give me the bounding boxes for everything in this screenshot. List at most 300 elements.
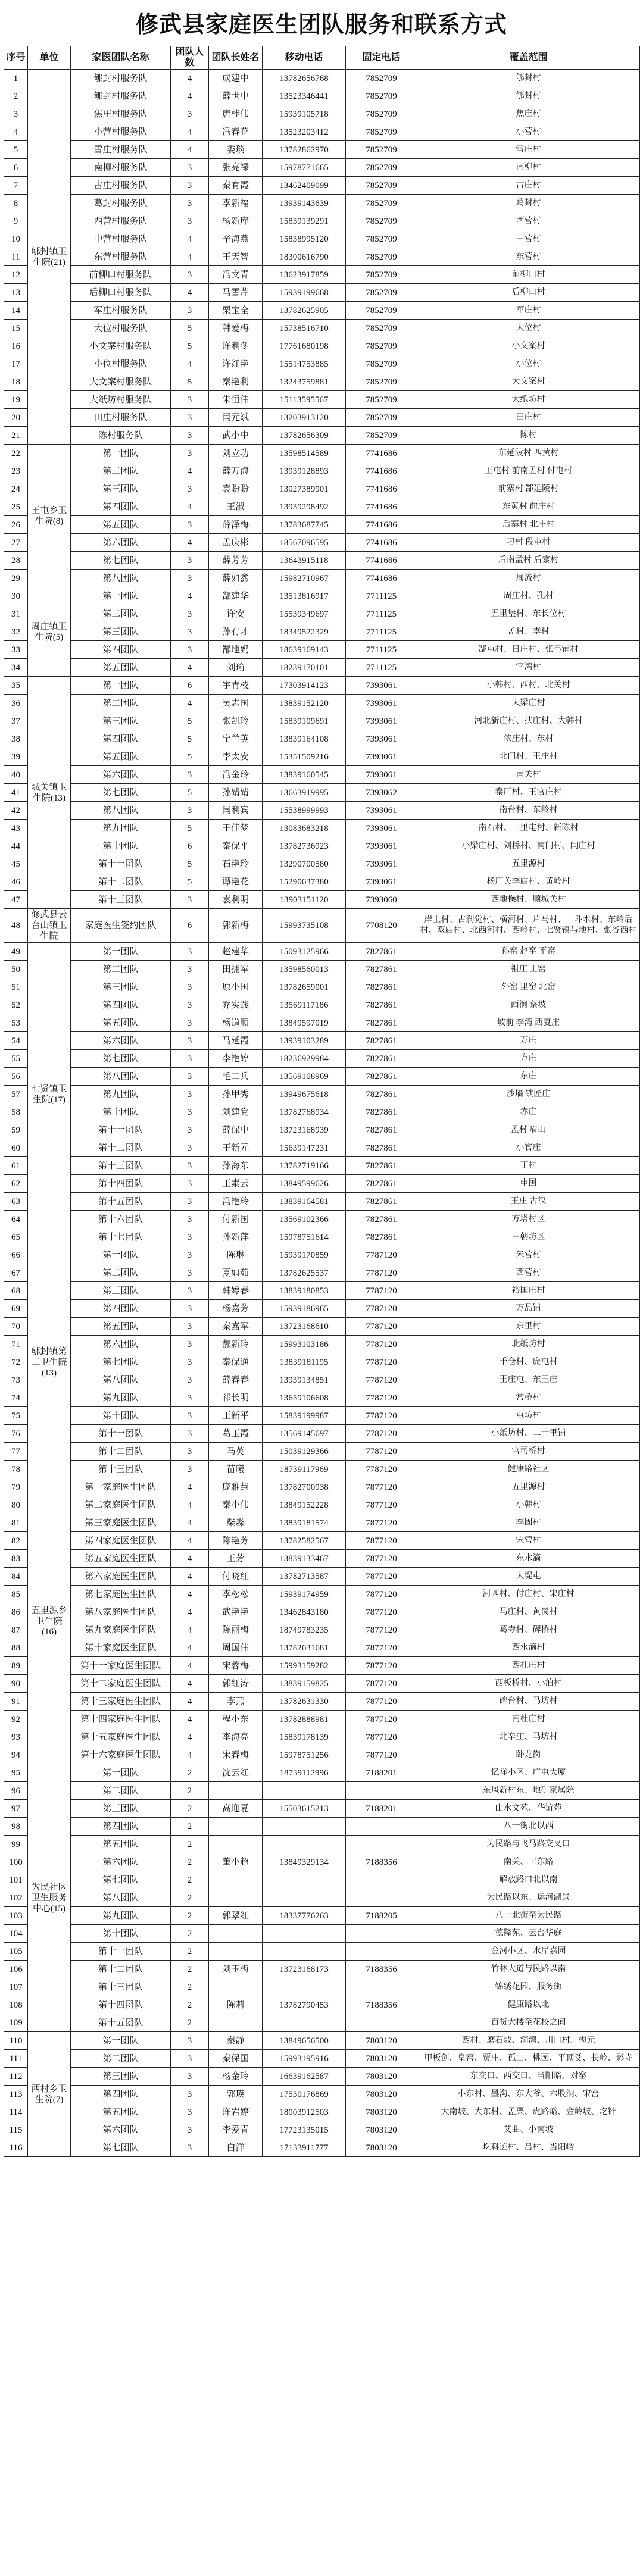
- cell-mobile: 15939199668: [263, 284, 346, 302]
- cell-landline: 7803120: [346, 2139, 417, 2157]
- cell-mobile: 13939143639: [263, 195, 346, 212]
- cell-coverage: 大文案村: [417, 373, 640, 391]
- cell-coverage: 为民路以东、运河湖景: [417, 1889, 640, 1907]
- cell-landline: 7877120: [346, 1568, 417, 1586]
- cell-mobile: 15290637380: [263, 873, 346, 891]
- cell-coverage: 河西村、付庄村、宋庄村: [417, 1586, 640, 1603]
- cell-mobile: 18236929984: [263, 1050, 346, 1068]
- cell-mobile: 15993103186: [263, 1336, 346, 1353]
- cell-mobile: [263, 1978, 346, 1996]
- cell-coverage: 小韩村、西村、北关村: [417, 677, 640, 695]
- cell-coverage: 秦厂村、王官庄村: [417, 784, 640, 802]
- cell-team-size: 5: [171, 373, 209, 391]
- cell-leader: 付晓红: [209, 1568, 263, 1586]
- cell-landline: 7877120: [346, 1496, 417, 1514]
- cell-mobile: 15939174959: [263, 1586, 346, 1603]
- cell-leader: 秦艳利: [209, 373, 263, 391]
- cell-seq: 98: [4, 1818, 28, 1836]
- cell-mobile: 13523203412: [263, 123, 346, 141]
- cell-mobile: [263, 1782, 346, 1800]
- cell-leader: 秦保通: [209, 1353, 263, 1371]
- cell-leader: 谭艳花: [209, 873, 263, 891]
- cell-landline: 7393061: [346, 802, 417, 820]
- cell-landline: 7852709: [346, 230, 417, 248]
- table-row: [4, 961, 640, 978]
- cell-landline: 7393061: [346, 712, 417, 730]
- cell-landline: 7827861: [346, 996, 417, 1014]
- cell-leader: 秦小伟: [209, 1496, 263, 1514]
- cell-coverage: 南杜庄村: [417, 1711, 640, 1728]
- table-row: [4, 1086, 640, 1103]
- cell-team-size: 4: [171, 1478, 209, 1496]
- cell-seq: 23: [4, 462, 28, 480]
- cell-team-size: 3: [171, 961, 209, 978]
- table-row: [4, 1264, 640, 1282]
- cell-landline: 7393061: [346, 820, 417, 837]
- cell-landline: [346, 1871, 417, 1889]
- cell-coverage: 健康路社区: [417, 1461, 640, 1478]
- cell-leader: 田拥军: [209, 961, 263, 978]
- cell-mobile: 13839181574: [263, 1514, 346, 1532]
- cell-team-size: 3: [171, 2139, 209, 2157]
- cell-seq: 45: [4, 855, 28, 873]
- cell-team-name: 古庄村服务队: [71, 177, 171, 195]
- cell-landline: 7852709: [346, 284, 417, 302]
- table-row: [4, 284, 640, 302]
- cell-team-size: 4: [171, 1586, 209, 1603]
- cell-team-size: 3: [171, 2050, 209, 2068]
- cell-landline: 7852709: [346, 373, 417, 391]
- cell-mobile: 15993735108: [263, 909, 346, 943]
- cell-team-size: 2: [171, 1943, 209, 1961]
- cell-seq: 72: [4, 1353, 28, 1371]
- table-row: [4, 1639, 640, 1657]
- cell-team-name: 第三团队: [71, 2068, 171, 2086]
- cell-team-size: 4: [171, 695, 209, 712]
- cell-team-name: 大文案村服务队: [71, 373, 171, 391]
- cell-seq: 51: [4, 978, 28, 996]
- cell-team-size: 4: [171, 248, 209, 266]
- cell-landline: 7827861: [346, 1050, 417, 1068]
- cell-seq: 29: [4, 570, 28, 587]
- cell-leader: [209, 1836, 263, 1853]
- cell-team-name: 第三团队: [71, 480, 171, 498]
- cell-coverage: 西地操村、顺城关村: [417, 891, 640, 909]
- cell-seq: 15: [4, 320, 28, 337]
- cell-coverage: 孟村 眉山: [417, 1121, 640, 1139]
- cell-coverage: 马庄村、黄岗村: [417, 1603, 640, 1621]
- cell-team-name: 第八团队: [71, 1068, 171, 1086]
- cell-coverage: 中营村: [417, 230, 640, 248]
- cell-seq: 107: [4, 1978, 28, 1996]
- cell-mobile: 13782659001: [263, 978, 346, 996]
- cell-leader: 祁长明: [209, 1389, 263, 1407]
- cell-team-size: 4: [171, 1603, 209, 1621]
- cell-seq: 57: [4, 1086, 28, 1103]
- cell-leader: [209, 1889, 263, 1907]
- cell-leader: 秦有霞: [209, 177, 263, 195]
- table-row: [4, 587, 640, 605]
- cell-seq: 14: [4, 302, 28, 320]
- table-row: [4, 623, 640, 641]
- cell-seq: 95: [4, 1764, 28, 1782]
- cell-team-size: 3: [171, 1353, 209, 1371]
- cell-team-size: 3: [171, 1461, 209, 1478]
- cell-team-name: 雪庄村服务队: [71, 141, 171, 159]
- cell-coverage: 大纸坊村: [417, 391, 640, 409]
- cell-team-name: 第七团队: [71, 552, 171, 570]
- table-body: [4, 70, 640, 2157]
- cell-team-name: 第六团队: [71, 766, 171, 784]
- cell-coverage: 卧龙岗: [417, 1746, 640, 1764]
- cell-mobile: 18337776263: [263, 1907, 346, 1925]
- cell-landline: [346, 1943, 417, 1961]
- cell-leader: 杨新库: [209, 212, 263, 230]
- cell-team-name: 第一团队: [71, 1764, 171, 1782]
- cell-team-size: 3: [171, 943, 209, 961]
- cell-landline: 7188356: [346, 1853, 417, 1871]
- cell-mobile: 18239170101: [263, 659, 346, 677]
- cell-seq: 84: [4, 1568, 28, 1586]
- cell-coverage: 中朝坊区: [417, 1228, 640, 1246]
- cell-team-name: 第二团队: [71, 2050, 171, 2068]
- cell-landline: 7827861: [346, 1014, 417, 1032]
- table-row: [4, 943, 640, 961]
- cell-team-name: 第十二团队: [71, 1961, 171, 1978]
- cell-coverage: 五里堡村、东长位村: [417, 605, 640, 623]
- cell-coverage: 前柳口村: [417, 266, 640, 284]
- cell-team-name: 第四家庭医生团队: [71, 1532, 171, 1550]
- cell-team-name: 第十一团队: [71, 1943, 171, 1961]
- cell-landline: 7827861: [346, 1157, 417, 1175]
- cell-landline: 7852709: [346, 302, 417, 320]
- cell-mobile: 18739117969: [263, 1461, 346, 1478]
- cell-team-size: 4: [171, 230, 209, 248]
- cell-landline: 7787120: [346, 1300, 417, 1318]
- cell-team-name: 第十五团队: [71, 2014, 171, 2032]
- cell-team-name: 第九团队: [71, 820, 171, 837]
- cell-team-name: 第六家庭医生团队: [71, 1568, 171, 1586]
- cell-coverage: 河北新庄村、扶庄村、大韩村: [417, 712, 640, 730]
- cell-landline: 7711125: [346, 641, 417, 659]
- cell-landline: 7827861: [346, 1211, 417, 1228]
- cell-team-size: 3: [171, 605, 209, 623]
- table-row: [4, 996, 640, 1014]
- cell-team-name: 第五团队: [71, 516, 171, 534]
- cell-team-name: 第一团队: [71, 445, 171, 462]
- cell-mobile: 13083683218: [263, 820, 346, 837]
- cell-coverage: 西水滴村: [417, 1639, 640, 1657]
- cell-coverage: 大梁庄村: [417, 695, 640, 712]
- cell-landline: 7393061: [346, 730, 417, 748]
- cell-team-name: 第二团队: [71, 605, 171, 623]
- cell-seq: 20: [4, 409, 28, 427]
- cell-team-name: 第一家庭医生团队: [71, 1478, 171, 1496]
- cell-team-name: 西营村服务队: [71, 212, 171, 230]
- cell-seq: 114: [4, 2103, 28, 2121]
- cell-landline: 7827861: [346, 978, 417, 996]
- cell-team-name: 小营村服务队: [71, 123, 171, 141]
- cell-mobile: 13569145697: [263, 1425, 346, 1443]
- cell-team-size: 5: [171, 712, 209, 730]
- cell-team-size: 3: [171, 195, 209, 212]
- cell-leader: 秦保国: [209, 2050, 263, 2068]
- table-row: [4, 1961, 640, 1978]
- cell-seq: 56: [4, 1068, 28, 1086]
- table-row: [4, 1818, 640, 1836]
- cell-mobile: 13203913120: [263, 409, 346, 427]
- table-row: [4, 1907, 640, 1925]
- cell-landline: 7877120: [346, 1532, 417, 1550]
- cell-mobile: 13839152120: [263, 695, 346, 712]
- cell-coverage: 大位村: [417, 320, 640, 337]
- cell-landline: 7787120: [346, 1282, 417, 1300]
- cell-seq: 96: [4, 1782, 28, 1800]
- cell-mobile: 18300616790: [263, 248, 346, 266]
- cell-mobile: 15838995120: [263, 230, 346, 248]
- cell-team-size: 2: [171, 1836, 209, 1853]
- cell-leader: 薛世中: [209, 87, 263, 105]
- cell-leader: 韩婷春: [209, 1282, 263, 1300]
- cell-landline: 7803120: [346, 2103, 417, 2121]
- cell-team-name: 第十二团队: [71, 1443, 171, 1461]
- cell-coverage: 五里源村: [417, 855, 640, 873]
- cell-team-size: 3: [171, 1032, 209, 1050]
- cell-leader: 杨道顺: [209, 1014, 263, 1032]
- cell-leader: 董小超: [209, 1853, 263, 1871]
- table-row: [4, 2121, 640, 2139]
- table-row: [4, 1228, 640, 1246]
- cell-mobile: 13939128893: [263, 462, 346, 480]
- table-row: [4, 909, 640, 943]
- cell-team-size: 3: [171, 445, 209, 462]
- cell-team-size: 4: [171, 87, 209, 105]
- cell-leader: 赵建华: [209, 943, 263, 961]
- cell-team-size: 3: [171, 480, 209, 498]
- cell-seq: 8: [4, 195, 28, 212]
- cell-leader: 辛海燕: [209, 230, 263, 248]
- cell-team-size: 2: [171, 1978, 209, 1996]
- cell-team-size: 3: [171, 516, 209, 534]
- cell-leader: 宋蓉梅: [209, 1657, 263, 1675]
- table-row: [4, 1586, 640, 1603]
- cell-leader: 沈云红: [209, 1764, 263, 1782]
- cell-landline: 7852709: [346, 105, 417, 123]
- cell-leader: 乔实践: [209, 996, 263, 1014]
- cell-leader: [209, 1871, 263, 1889]
- table-row: [4, 855, 640, 873]
- table-row: [4, 712, 640, 730]
- cell-mobile: 15514753885: [263, 355, 346, 373]
- cell-team-size: 4: [171, 123, 209, 141]
- cell-team-name: 第十一团队: [71, 855, 171, 873]
- cell-team-name: 第七团队: [71, 1353, 171, 1371]
- cell-coverage: 刁村 段屯村: [417, 534, 640, 552]
- cell-mobile: 13782888981: [263, 1711, 346, 1728]
- cell-seq: 48: [4, 909, 28, 943]
- cell-team-name: 第三家庭医生团队: [71, 1514, 171, 1532]
- header-team-size: 团队人数: [171, 46, 209, 70]
- cell-team-name: 第八团队: [71, 1889, 171, 1907]
- cell-coverage: 西杜庄村: [417, 1657, 640, 1675]
- cell-team-size: 3: [171, 302, 209, 320]
- cell-mobile: 15039129366: [263, 1443, 346, 1461]
- cell-team-size: 3: [171, 641, 209, 659]
- cell-team-name: 第八团队: [71, 1371, 171, 1389]
- cell-team-name: 中营村服务队: [71, 230, 171, 248]
- cell-landline: 7827861: [346, 1175, 417, 1193]
- cell-mobile: 13782862970: [263, 141, 346, 159]
- cell-landline: 7803120: [346, 2068, 417, 2086]
- table-row: [4, 337, 640, 355]
- cell-team-name: 第二团队: [71, 1782, 171, 1800]
- cell-team-size: 2: [171, 1907, 209, 1925]
- cell-team-name: 第一团队: [71, 587, 171, 605]
- cell-team-size: 3: [171, 409, 209, 427]
- cell-landline: [346, 1889, 417, 1907]
- cell-team-size: 3: [171, 1425, 209, 1443]
- cell-mobile: 15839178139: [263, 1728, 346, 1746]
- cell-coverage: 东黄村 前庄村: [417, 498, 640, 516]
- cell-landline: [346, 1818, 417, 1836]
- cell-seq: 100: [4, 1853, 28, 1871]
- table-row: [4, 695, 640, 712]
- cell-coverage: 南关村: [417, 766, 640, 784]
- table-row: [4, 1389, 640, 1407]
- table-row: [4, 212, 640, 230]
- cell-team-name: 第十三团队: [71, 1157, 171, 1175]
- cell-mobile: [263, 1943, 346, 1961]
- cell-team-size: 2: [171, 1961, 209, 1978]
- cell-coverage: 八一北街至为民路: [417, 1907, 640, 1925]
- cell-landline: 7803120: [346, 2121, 417, 2139]
- cell-coverage: 王庄屯、东王庄: [417, 1371, 640, 1389]
- cell-team-size: 4: [171, 1711, 209, 1728]
- cell-seq: 59: [4, 1121, 28, 1139]
- cell-leader: 刘瑜: [209, 659, 263, 677]
- cell-team-name: 第十团队: [71, 1103, 171, 1121]
- cell-mobile: 16639162587: [263, 2068, 346, 2086]
- cell-coverage: 小梁庄村、刘桥村、南门村、闫庄村: [417, 837, 640, 855]
- cell-seq: 70: [4, 1318, 28, 1336]
- table-row: [4, 891, 640, 909]
- cell-landline: 7877120: [346, 1693, 417, 1711]
- table-row: [4, 248, 640, 266]
- cell-leader: 李燕: [209, 1693, 263, 1711]
- cell-landline: 7787120: [346, 1461, 417, 1478]
- cell-mobile: 17761680198: [263, 337, 346, 355]
- cell-team-name: 第三团队: [71, 623, 171, 641]
- cell-team-size: 3: [171, 1121, 209, 1139]
- cell-team-name: 第十一团队: [71, 1425, 171, 1443]
- cell-leader: 郜建华: [209, 587, 263, 605]
- cell-coverage: 解放路口北以南: [417, 1871, 640, 1889]
- cell-leader: 郭新梅: [209, 909, 263, 943]
- cell-mobile: [263, 1889, 346, 1907]
- cell-landline: 7803120: [346, 2032, 417, 2050]
- cell-leader: 李艳婷: [209, 1050, 263, 1068]
- cell-mobile: 13643915118: [263, 552, 346, 570]
- cell-team-name: 第十三团队: [71, 891, 171, 909]
- cell-leader: 韩爱梅: [209, 320, 263, 337]
- cell-coverage: 京里村: [417, 1318, 640, 1336]
- cell-landline: 7827861: [346, 961, 417, 978]
- cell-landline: 7393061: [346, 855, 417, 873]
- cell-seq: 75: [4, 1407, 28, 1425]
- table-row: [4, 195, 640, 212]
- cell-team-name: 第七家庭医生团队: [71, 1586, 171, 1603]
- cell-leader: 王淑: [209, 498, 263, 516]
- table-row: [4, 1103, 640, 1121]
- cell-coverage: 外窑 里窑 北窑: [417, 978, 640, 996]
- cell-seq: 77: [4, 1443, 28, 1461]
- cell-mobile: 13027389901: [263, 480, 346, 498]
- cell-team-size: 3: [171, 2032, 209, 2050]
- cell-landline: 7827861: [346, 1121, 417, 1139]
- cell-leader: 孙新萍: [209, 1228, 263, 1246]
- cell-leader: 秦静: [209, 2032, 263, 2050]
- cell-team-name: 第八团队: [71, 802, 171, 820]
- cell-seq: 106: [4, 1961, 28, 1978]
- cell-coverage: 东庄: [417, 1068, 640, 1086]
- cell-seq: 52: [4, 996, 28, 1014]
- cell-team-name: 第十四团队: [71, 1996, 171, 2014]
- cell-leader: 石艳玲: [209, 855, 263, 873]
- table-row: [4, 1728, 640, 1746]
- cell-landline: 7787120: [346, 1246, 417, 1264]
- table-row: [4, 70, 640, 87]
- cell-landline: 7803120: [346, 2086, 417, 2103]
- cell-team-size: 5: [171, 784, 209, 802]
- cell-team-size: 5: [171, 873, 209, 891]
- cell-coverage: 小东村、墨沟、东大爷、六股涧、宋窑: [417, 2086, 640, 2103]
- table-row: [4, 1550, 640, 1568]
- cell-landline: 7787120: [346, 1407, 417, 1425]
- cell-mobile: 15939170859: [263, 1246, 346, 1264]
- cell-coverage: 方庄: [417, 1050, 640, 1068]
- header-seq: 序号: [4, 46, 28, 70]
- table-row: [4, 320, 640, 337]
- cell-landline: 7741686: [346, 552, 417, 570]
- cell-team-size: 3: [171, 2086, 209, 2103]
- cell-coverage: 小位村: [417, 355, 640, 373]
- cell-coverage: 祖庄 王窑: [417, 961, 640, 978]
- cell-leader: 王佳梦: [209, 820, 263, 837]
- cell-team-size: 2: [171, 1853, 209, 1871]
- cell-leader: 庞雅慧: [209, 1478, 263, 1496]
- cell-mobile: [263, 1871, 346, 1889]
- cell-team-size: 5: [171, 820, 209, 837]
- cell-coverage: 艾曲、小南坡: [417, 2121, 640, 2139]
- cell-coverage: 德隆苑、云台华庭: [417, 1925, 640, 1943]
- cell-team-name: 小位村服务队: [71, 355, 171, 373]
- cell-team-size: 4: [171, 1532, 209, 1550]
- table-row: [4, 2103, 640, 2121]
- cell-team-name: 第十三团队: [71, 1461, 171, 1478]
- cell-leader: 付新国: [209, 1211, 263, 1228]
- cell-coverage: 郜屯村、日庄村、张弓铺村: [417, 641, 640, 659]
- cell-team-size: 6: [171, 837, 209, 855]
- cell-team-size: 2: [171, 1925, 209, 1943]
- cell-team-name: 第八家庭医生团队: [71, 1603, 171, 1621]
- cell-team-name: 第十三家庭医生团队: [71, 1693, 171, 1711]
- table-row: [4, 1782, 640, 1800]
- cell-mobile: 13782631330: [263, 1693, 346, 1711]
- cell-leader: 李海亮: [209, 1728, 263, 1746]
- table-row: [4, 427, 640, 445]
- cell-leader: 程小东: [209, 1711, 263, 1728]
- cell-coverage: 万晶铺: [417, 1300, 640, 1318]
